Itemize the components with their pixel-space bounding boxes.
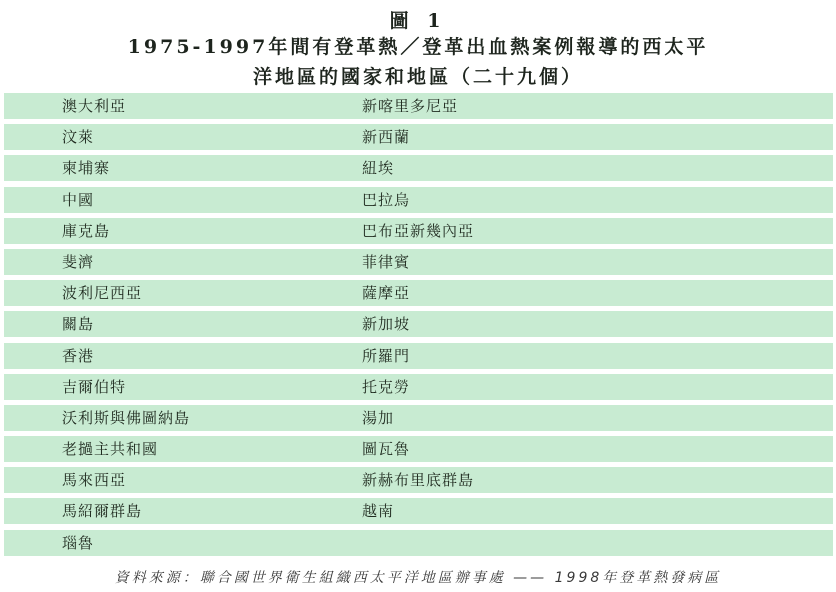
title-line-2: 洋地區的國家和地區（二十九個） <box>252 66 583 88</box>
figure-label: 圖 1 <box>389 10 447 32</box>
country-left-cell: 關島 <box>62 315 95 334</box>
country-right-cell: 巴布亞新幾內亞 <box>362 221 475 240</box>
table-row <box>4 280 833 306</box>
table-row <box>4 155 833 181</box>
country-left-cell: 中國 <box>62 190 95 209</box>
table-row <box>4 498 833 524</box>
source-note: 資料來源：聯合國世界衛生組織西太平洋地區辦事處 —— 1998年登革熱發病區 <box>114 570 722 586</box>
table-row <box>4 218 833 244</box>
country-left-cell: 斐濟 <box>62 252 95 271</box>
table-row <box>4 436 833 462</box>
country-right-cell: 薩摩亞 <box>362 284 411 303</box>
country-right-cell: 托克勞 <box>362 377 411 396</box>
table-row <box>4 374 833 400</box>
table-row <box>4 343 833 369</box>
country-right-cell: 紐埃 <box>362 159 395 178</box>
country-left-cell: 香港 <box>62 346 95 365</box>
country-table <box>4 93 833 561</box>
country-right-cell: 巴拉烏 <box>362 190 411 209</box>
country-left-cell: 庫克島 <box>62 221 111 240</box>
country-right-cell: 新赫布里底群島 <box>362 471 475 490</box>
table-row <box>4 93 833 119</box>
table-title <box>0 32 836 92</box>
country-left-cell: 澳大利亞 <box>62 97 127 115</box>
table-row <box>4 530 833 556</box>
country-left-cell: 瑙魯 <box>62 533 95 552</box>
country-left-cell: 沃利斯與佛圖納島 <box>62 408 191 427</box>
country-left-cell: 波利尼西亞 <box>62 284 143 303</box>
country-left-cell: 柬埔寨 <box>62 159 111 178</box>
table-row <box>4 187 833 213</box>
country-left-cell: 汶萊 <box>62 128 95 147</box>
country-right-cell: 圖瓦魯 <box>362 440 411 459</box>
country-right-cell: 新喀里多尼亞 <box>362 97 459 115</box>
country-right-cell: 新西蘭 <box>362 128 411 147</box>
table-row <box>4 249 833 275</box>
country-left-cell: 馬來西亞 <box>62 471 127 490</box>
country-right-cell: 菲律賓 <box>362 252 411 271</box>
country-left-cell: 老撾主共和國 <box>62 440 159 459</box>
country-right-cell: 新加坡 <box>362 315 411 334</box>
title-line-1: 1975-1997年間有登革熱／登革出血熱案例報導的西太平 <box>127 36 709 58</box>
country-left-cell: 吉爾伯特 <box>62 377 127 396</box>
table-row <box>4 405 833 431</box>
country-right-cell: 越南 <box>362 502 395 521</box>
country-right-cell: 所羅門 <box>362 346 411 365</box>
country-right-cell: 湯加 <box>362 408 395 427</box>
table-row <box>4 311 833 337</box>
country-left-cell: 馬紹爾群島 <box>62 502 143 521</box>
table-row <box>4 467 833 493</box>
table-row <box>4 124 833 150</box>
